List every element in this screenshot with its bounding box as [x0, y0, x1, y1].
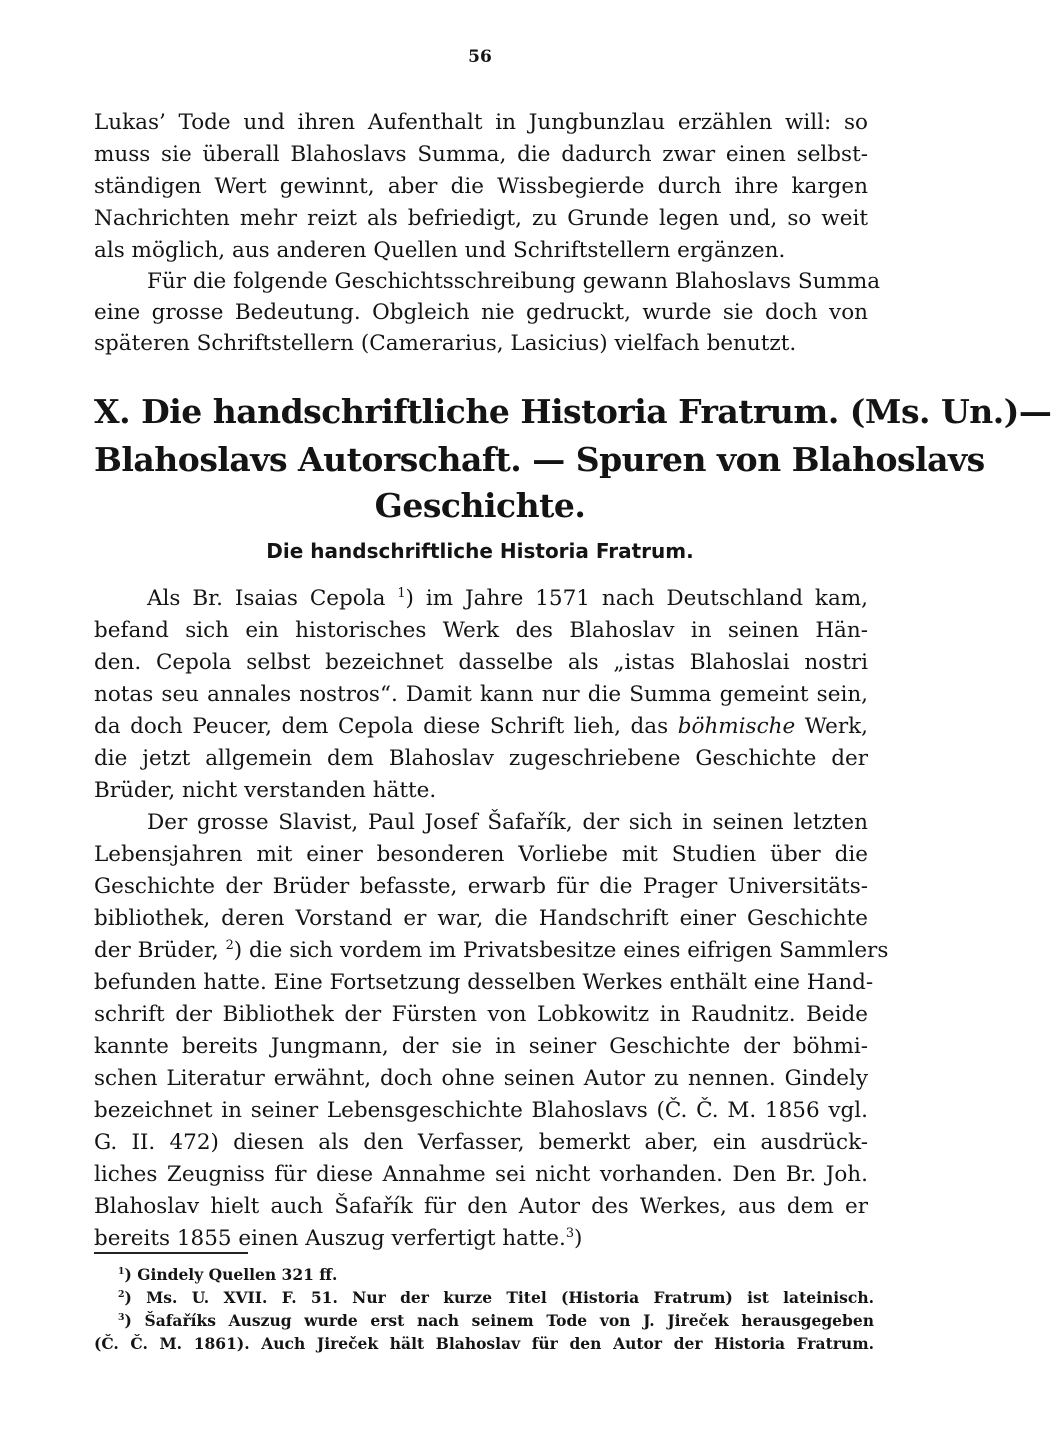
footnote-number: 1 [118, 1265, 125, 1277]
page-number: 56 [468, 47, 492, 67]
section-heading: Die handschriftliche Historia Fratrum. [266, 539, 694, 563]
paragraph-1-line: Lukas’ Tode und ihren Aufenthalt in Jungbunzlau erzählen will: so [94, 110, 868, 135]
chapter-heading-line: Geschichte. [374, 486, 586, 525]
footnote-number: 2 [118, 1288, 125, 1300]
paragraph-1-line: als möglich, aus anderen Quellen und Schriftstellern ergänzen. [94, 238, 786, 263]
paragraph-2-line: eine grosse Bedeutung. Obgleich nie gedruckt, wurde sie doch von [94, 300, 868, 325]
footnote-text: ) Šafaříks Auszug wurde erst nach seinem Tode von J. Jireček herausgegeben [124, 1311, 874, 1330]
paragraph-1-line: Nachrichten mehr reizt als befriedigt, zu Grunde legen und, so weit [94, 206, 868, 231]
paragraph-4-line: bibliothek, deren Vorstand er war, die Handschrift einer Geschichte [94, 906, 868, 931]
text-span: Werk, [795, 714, 868, 739]
paragraph-2-line: Für die folgende Geschichtsschreibung gewann Blahoslavs Summa [147, 269, 881, 294]
chapter-heading-line: X. Die handschriftliche Historia Fratrum. (Ms. Un.)— [94, 392, 1051, 431]
text-span: ) im Jahre 1571 nach Deutschland kam, [405, 586, 868, 611]
paragraph-4-line: liches Zeugniss für diese Annahme sei nicht vorhanden. Den Br. Joh. [94, 1162, 868, 1187]
footnote-ref: 3 [565, 1225, 575, 1241]
paragraph-3-line: den. Cepola selbst bezeichnet dasselbe als „istas Blahoslai nostri [94, 650, 868, 675]
paragraph-4-line: schen Literatur erwähnt, doch ohne seinen Autor zu nennen. Gindely [94, 1066, 868, 1091]
paragraph-3-line: Brüder, nicht verstanden hätte. [94, 778, 437, 803]
footnote-3-continuation: (Č. Č. M. 1861). Auch Jireček hält Blahoslav für den Autor der Historia Fratrum. [94, 1334, 874, 1353]
paragraph-3-line: notas seu annales nostros“. Damit kann nur die Summa gemeint sein, [94, 682, 868, 707]
paragraph-3-line: die jetzt allgemein dem Blahoslav zugeschriebene Geschichte der [94, 746, 868, 771]
footnote-text: ) Ms. U. XVII. F. 51. Nur der kurze Titel (Historia Fratrum) ist lateinisch. [124, 1288, 874, 1307]
paragraph-4-line: bezeichnet in seiner Lebensgeschichte Blahoslavs (Č. Č. M. 1856 vgl. [94, 1098, 868, 1123]
paragraph-3-line [94, 711, 868, 743]
paragraph-4-line [94, 935, 889, 967]
paragraph-4-line: Der grosse Slavist, Paul Josef Šafařík, der sich in seinen letzten [147, 810, 868, 835]
paragraph-1-line: ständigen Wert gewinnt, aber die Wissbegierde durch ihre kargen [94, 174, 868, 199]
footnote-1 [118, 1263, 874, 1287]
chapter-heading-line: Blahoslavs Autorschaft. — Spuren von Blahoslavs [94, 440, 985, 479]
paragraph-4-line: G. II. 472) diesen als den Verfasser, bemerkt aber, ein ausdrück- [94, 1130, 868, 1155]
paragraph-2-line: späteren Schriftstellern (Camerarius, Lasicius) vielfach benutzt. [94, 331, 797, 356]
text-span: ) [574, 1226, 583, 1251]
text-span: der Brüder, [94, 938, 226, 963]
text-span: bereits 1855 einen Auszug verfertigt hatte. [94, 1226, 566, 1251]
paragraph-4-line: befunden hatte. Eine Fortsetzung desselben Werkes enthält eine Hand- [94, 970, 874, 995]
paragraph-3-line: befand sich ein historisches Werk des Blahoslav in seinen Hän- [94, 618, 868, 643]
paragraph-4-line [94, 1223, 868, 1255]
footnote-3 [118, 1309, 874, 1333]
footnote-divider [94, 1252, 248, 1254]
text-span: Als Br. Isaias Cepola [147, 586, 398, 611]
text-span: ) die sich vordem im Privatsbesitze eines eifrigen Sammlers [233, 938, 889, 963]
paragraph-4-line: Geschichte der Brüder befasste, erwarb für die Prager Universitäts- [94, 874, 868, 899]
footnote-number: 3 [118, 1311, 125, 1323]
italic-word: böhmische [677, 714, 796, 739]
paragraph-4-line: kannte bereits Jungmann, der sie in seiner Geschichte der böhmi- [94, 1034, 868, 1059]
paragraph-4-line: schrift der Bibliothek der Fürsten von Lobkowitz in Raudnitz. Beide [94, 1002, 868, 1027]
footnote-ref: 2 [225, 937, 234, 953]
footnote-2 [118, 1286, 874, 1310]
paragraph-4-line: Lebensjahren mit einer besonderen Vorliebe mit Studien über die [94, 842, 868, 867]
paragraph-3-line [147, 583, 868, 615]
paragraph-1-line: muss sie überall Blahoslavs Summa, die dadurch zwar einen selbst- [94, 142, 868, 167]
text-span: da doch Peucer, dem Cepola diese Schrift lieh, das [94, 714, 678, 739]
footnote-ref: 1 [397, 585, 406, 601]
paragraph-4-line: Blahoslav hielt auch Šafařík für den Autor des Werkes, aus dem er [94, 1194, 868, 1219]
footnote-text: ) Gindely Quellen 321 ff. [124, 1265, 338, 1284]
